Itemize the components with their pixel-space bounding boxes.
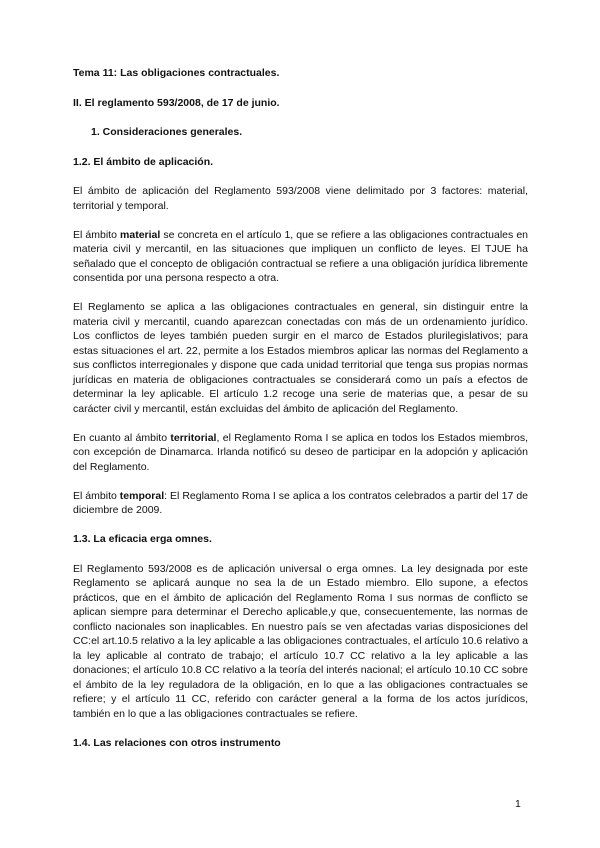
subsection-title-consideraciones: 1. Consideraciones generales.: [91, 126, 243, 138]
subsection-title-eficacia: 1.3. La eficacia erga omnes.: [73, 533, 212, 545]
section-title: II. El reglamento 593/2008, de 17 de junio.: [73, 96, 280, 109]
paragraph-reglamento: El Reglamento se aplica a las obligaciones contractuales en general, sin distinguir entre la materia civil y mercantil, cuando aparezcan conectadas con más de un ordenamiento jurídico. Los conflictos de leyes también pueden surgir en el marco de Estados plurilegislativos; para estas situaciones el art. 22, permite a los Estados miembros aplicar las normas del Reglamento a sus conflictos interregionales y dispone que cada unidad territorial que tenga sus propias normas jurídicas en materia de obligaciones contractuales se considerará como un país a efectos de determinar la ley aplicable. El artículo 1.2 recoge una serie de materias que, a pesar de su carácter civil y mercantil, están excluidas del ámbito de aplicación del Reglamento.: [73, 301, 528, 415]
paragraph-temporal: El ámbito temporal: El Reglamento Roma I se aplica a los contratos celebrados a partir del 17 de diciembre de 2009.: [73, 489, 528, 516]
topic-title: Tema 11: Las obligaciones contractuales.: [73, 67, 280, 79]
paragraph-intro: El ámbito de aplicación del Reglamento 593/2008 viene delimitado por 3 factores: material, territorial y temporal.: [73, 185, 528, 212]
paragraph-territorial: En cuanto al ámbito territorial, el Reglamento Roma I se aplica en todos los Estados miembros, con excepción de Dinamarca. Irlanda notificó su deseo de participar en la adopción y aplicación del Reglamento.: [73, 431, 528, 473]
subsection-title-relaciones: 1.4. Las relaciones con otros instrumento: [73, 736, 281, 749]
paragraph-eficacia: El Reglamento 593/2008 es de aplicación universal o erga omnes. La ley designada por este Reglamento se aplicará aunque no sea la de un Estado miembro. Ello supone, a efectos prácticos, que en el ámbito de aplicación del Reglamento Roma I sus normas de conflicto se aplican siempre para determinar el Derecho aplicable,y que, consecuentemente, las normas de conflicto nacionales son inaplicables. En nuestro país se ven afectadas varias disposiciones del CC:el art.10.5 relativo a la ley aplicable a las obligaciones contractuales, el artículo 10.6 relativo a la ley aplicable al contrato de trabajo; el artículo 10.7 CC relativo a la ley aplicable a las donaciones; el artículo 10.8 CC relativo a la teoría del interés nacional; el artículo 10.10 CC sobre el ámbito de la ley reguladora de la obligación, en lo que a las obligaciones contractuales se refiere; y el artículo 11 CC, referido con carácter general a la forma de los actos jurídicos, también en lo que a las obligaciones contractuales se refiere.: [73, 562, 528, 720]
subsection-title-ambito: 1.2. El ámbito de aplicación.: [73, 155, 214, 168]
page-number: 1: [515, 798, 521, 810]
keyword-territorial: territorial: [170, 431, 217, 444]
keyword-material: material: [120, 228, 161, 241]
keyword-temporal: temporal: [119, 489, 165, 502]
document-body: [73, 66, 528, 765]
paragraph-material: El ámbito material se concreta en el artículo 1, que se refiere a las obligaciones contractuales en materia civil y mercantil, en las situaciones que impliquen un conflicto de leyes. El TJUE ha señalado que el concepto de obligación contractual se refiere a una obligación jurídica libremente consentida por una persona respecto a otra.: [73, 228, 529, 284]
